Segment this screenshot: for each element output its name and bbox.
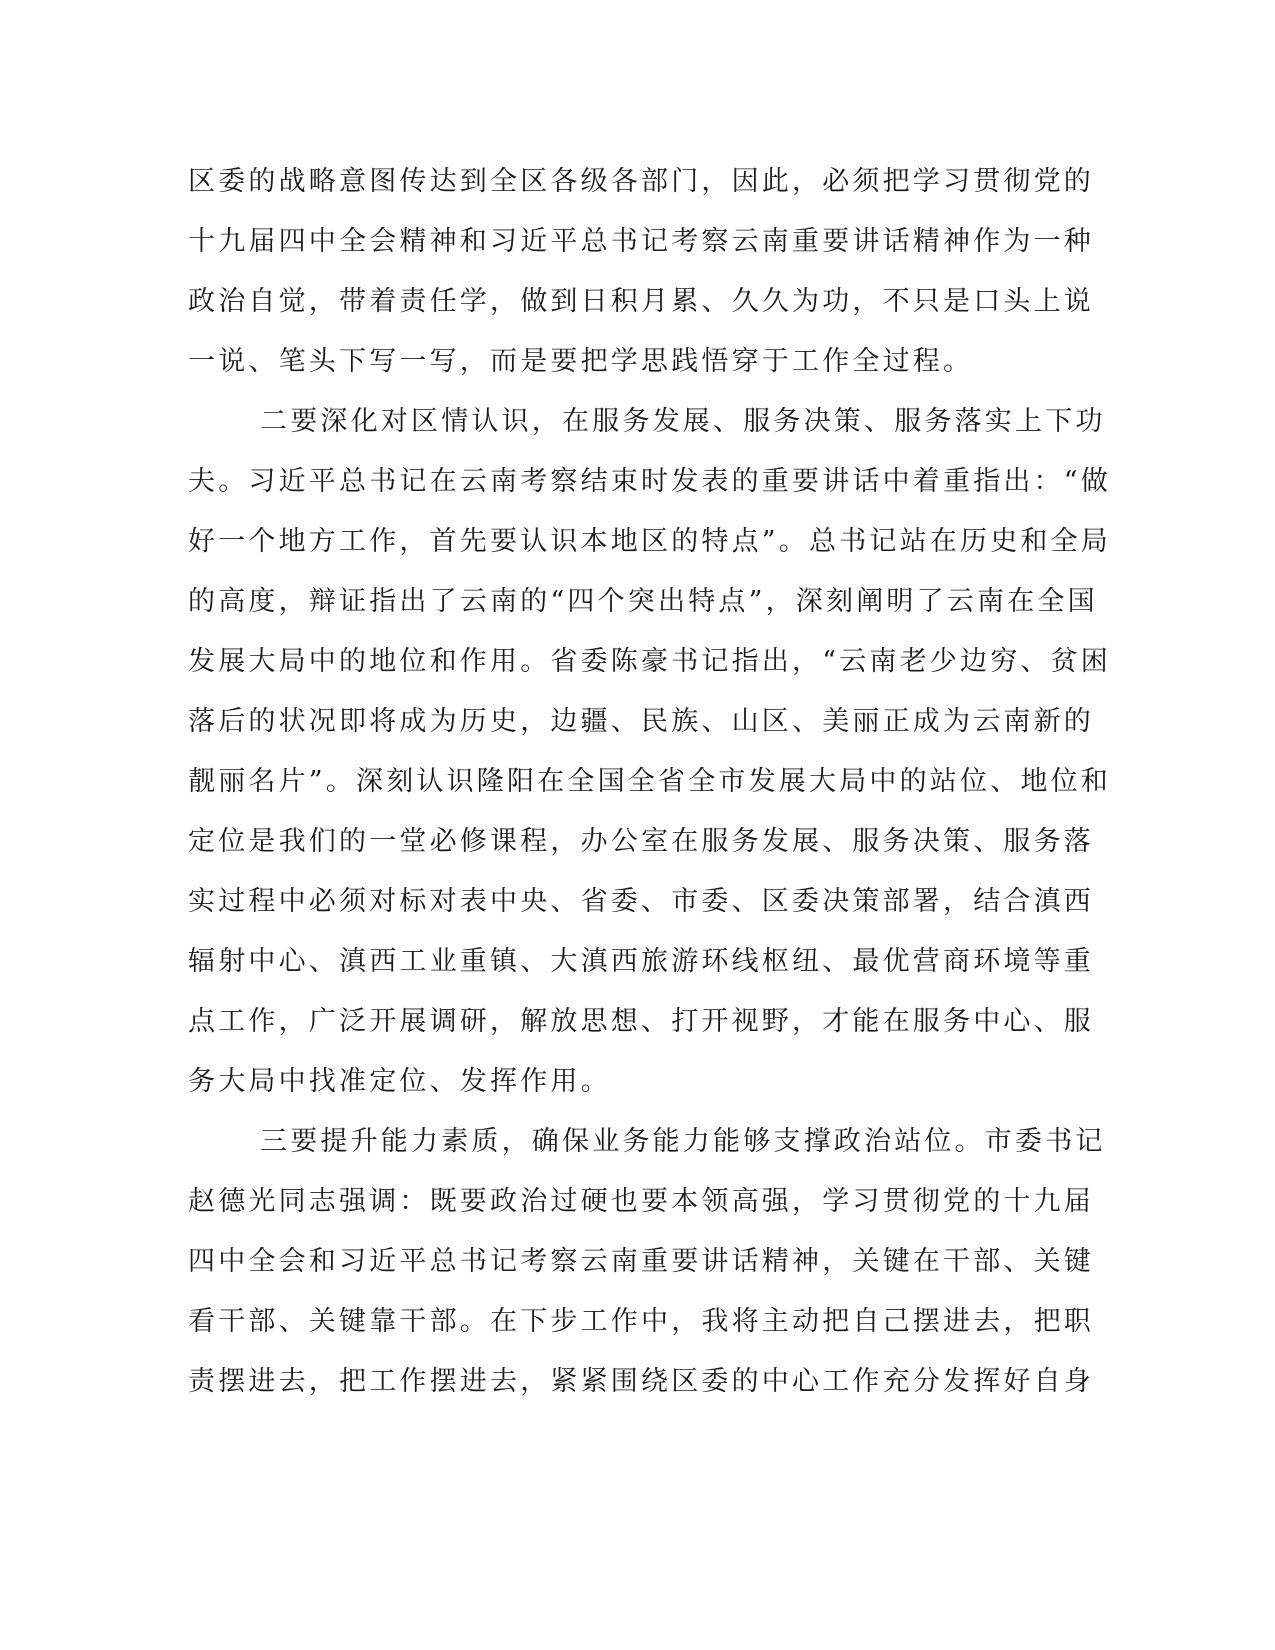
paragraph-2-first-line: 二要深化对区情认识，在服务发展、服务决策、服务落实上下功 xyxy=(260,406,1106,437)
text-line: 责摆进去，把工作摆进去，紧紧围绕区委的中心工作充分发挥好自身 xyxy=(188,1366,1094,1397)
text-line: 四中全会和习近平总书记考察云南重要讲话精神，关键在干部、关键 xyxy=(188,1246,1094,1277)
text-line: 辐射中心、滇西工业重镇、大滇西旅游环线枢纽、最优营商环境等重 xyxy=(188,946,1094,977)
paragraph-3-first-line: 三要提升能力素质，确保业务能力能够支撑政治站位。市委书记 xyxy=(260,1126,1106,1157)
text-line: 定位是我们的一堂必修课程，办公室在服务发展、服务决策、服务落 xyxy=(188,826,1094,857)
text-line: 点工作，广泛开展调研，解放思想、打开视野，才能在服务中心、服 xyxy=(188,1006,1094,1037)
text-line: 的高度，辩证指出了云南的“四个突出特点”，深刻阐明了云南在全国 xyxy=(188,586,1098,617)
text-line: 靓丽名片”。深刻认识隆阳在全国全省全市发展大局中的站位、地位和 xyxy=(188,766,1112,797)
text-line: 务大局中找准定位、发挥作用。 xyxy=(188,1066,611,1097)
text-line: 好一个地方工作，首先要认识本地区的特点”。总书记站在历史和全局 xyxy=(188,526,1112,557)
text-line: 十九届四中全会精神和习近平总书记考察云南重要讲话精神作为一种 xyxy=(188,226,1094,257)
document-body xyxy=(188,152,1112,1412)
text-line: 赵德光同志强调：既要政治过硬也要本领高强，学习贯彻党的十九届 xyxy=(188,1186,1094,1217)
text-line: 政治自觉，带着责任学，做到日积月累、久久为功，不只是口头上说 xyxy=(188,286,1094,317)
text-line: 夫。习近平总书记在云南考察结束时发表的重要讲话中着重指出：“做 xyxy=(188,466,1112,497)
text-line: 区委的战略意图传达到全区各级各部门，因此，必须把学习贯彻党的 xyxy=(188,166,1094,197)
text-line: 一说、笔头下写一写，而是要把学思践悟穿于工作全过程。 xyxy=(188,346,974,377)
text-line: 落后的状况即将成为历史，边疆、民族、山区、美丽正成为云南新的 xyxy=(188,706,1094,737)
text-line: 实过程中必须对标对表中央、省委、市委、区委决策部署，结合滇西 xyxy=(188,886,1094,917)
text-line: 发展大局中的地位和作用。省委陈豪书记指出，“云南老少边穷、贫困 xyxy=(188,646,1112,677)
text-line: 看干部、关键靠干部。在下步工作中，我将主动把自己摆进去，把职 xyxy=(188,1306,1094,1337)
